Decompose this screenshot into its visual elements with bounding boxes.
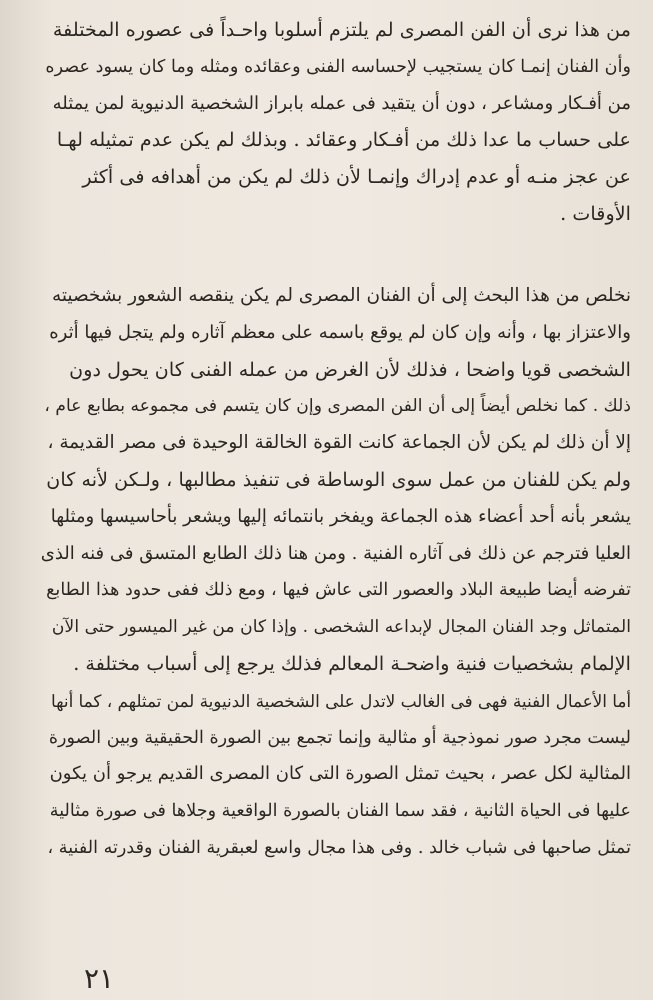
text-line: نخلص من هذا البحث إلى أن الفنان المصرى لم يكن ينقصه الشعور بشخصيته <box>52 285 631 306</box>
text-line: يشعر بأنه أحد أعضاء هذه الجماعة ويفخر بانتمائه إليها ويشعر بأحاسيسها ومثلها <box>50 505 631 527</box>
text-line: تمثل صاحبها فى شباب خالد . وفى هذا مجال واسع لعبقرية الفنان وقدرته الفنية ، <box>47 837 631 858</box>
text-line: والاعتزاز بها ، وأنه وإن كان لم يوقع باسمه على معظم آثاره ولم يتجل فيها أثره <box>49 321 631 343</box>
text-line: الإلمام بشخصيات فنية واضحـة المعالم فذلك يرجع إلى أسباب مختلفة . <box>73 651 631 675</box>
text-line: الأوقات . <box>560 201 631 225</box>
text-line: عن عجز منـه أو عدم إدراك وإنمـا لأن ذلك لم يكن من أهدافه فى أكثر <box>82 165 631 189</box>
text-line: المتماثل وجد الفنان المجال لإبداعه الشخصى . وإذا كان من غير الميسور حتى الآن <box>51 617 631 638</box>
paragraph-1 <box>41 20 631 241</box>
text-line: عليها فى الحياة الثانية ، فقد سما الفنان بالصورة الواقعية وجلاها فى صورة مثالية <box>49 801 631 822</box>
text-line: ذلك . كما نخلص أيضاً إلى أن الفن المصرى وإن كان يتسم فى مجموعه بطابع عام ، <box>44 396 631 417</box>
text-line: من أفـكار ومشاعر ، دون أن يتقيد فى عمله بابراز الشخصية الدنيوية لمن يمثله <box>52 92 631 114</box>
text-line: تفرضه أيضا طبيعة البلاد والعصور التى عاش فيها ، ومع ذلك ففى حدود هذا الطابع <box>46 580 631 601</box>
text-line: ولم يكن للفنان من عمل سوى الوساطة فى تنفيذ مطالبها ، ولـكن لأنه كان <box>46 467 631 491</box>
text-line: الشخصى قويا واضحا ، فذلك لأن الغرض من عمله الفنى كان يحول دون <box>69 357 631 381</box>
text-line: أما الأعمال الفنية فهى فى الغالب لاتدل على الشخصية الدنيوية لمن تمثلهم ، كما أنها <box>51 690 631 711</box>
paragraph-2 <box>41 286 631 875</box>
text-line: من هذا نرى أن الفن المصرى لم يلتزم أسلوبا واحـداً فى عصوره المختلفة <box>52 18 631 41</box>
text-line: وأن الفنان إنمـا كان يستجيب لإحساسه الفنى وعقائده ومثله وما كان يسود عصره <box>45 56 631 77</box>
text-line: على حساب ما عدا ذلك من أفـكار وعقائد . وبذلك لم يكن عدم تمثيله لهـا <box>56 128 631 152</box>
text-line: ليست مجرد صور نموذجية أو مثالية وإنما تجمع بين الصورة الحقيقية وبين الصورة <box>48 727 631 748</box>
text-line: إلا أن ذلك لم يكن لأن الجماعة كانت القوة الخالقة الوحيدة فى مصر القديمة ، <box>47 432 631 454</box>
page-number: ٢١ <box>84 962 115 995</box>
text-line: المثالية لكل عصر ، بحيث تمثل الصورة التى كان المصرى القديم يرجو أن يكون <box>49 763 631 785</box>
text-line: العليا فترجم عن ذلك فى آثاره الفنية . ومن هنا ذلك الطابع المتسق فى فنه الذى <box>40 542 631 564</box>
